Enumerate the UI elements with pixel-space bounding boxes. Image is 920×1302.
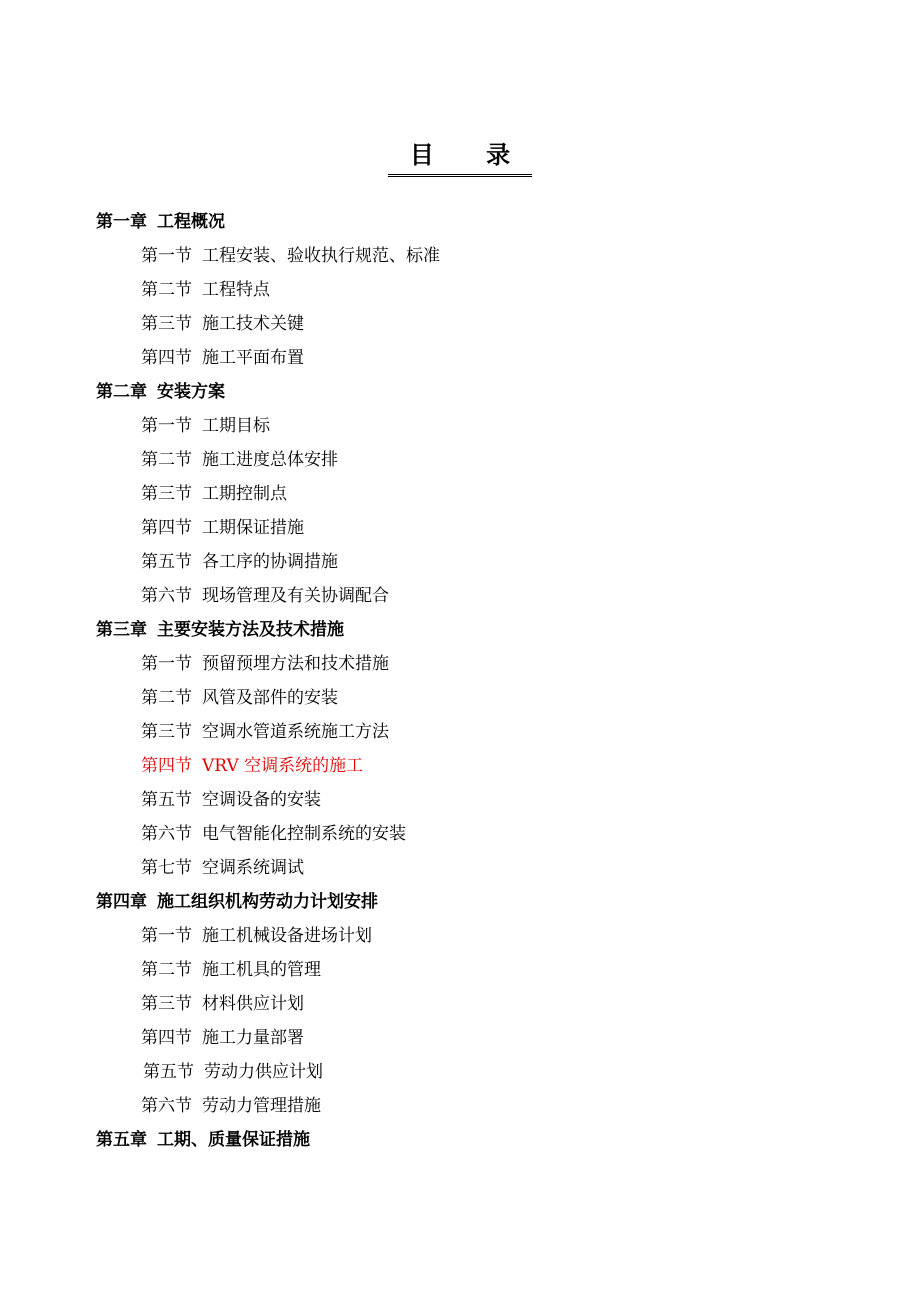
section-number: 第六节 [141, 824, 192, 844]
section-title: 电气智能化控制系统的安装 [202, 824, 406, 844]
toc-section-entry[interactable] [0, 511, 920, 545]
toc-chapter-entry[interactable] [0, 885, 920, 919]
section-number: 第一节 [141, 246, 192, 266]
section-title: 施工机具的管理 [202, 960, 321, 980]
section-number: 第三节 [141, 314, 192, 334]
toc-section-entry[interactable] [0, 341, 920, 375]
toc-section-entry[interactable] [0, 783, 920, 817]
toc-section-entry[interactable] [0, 817, 920, 851]
section-number: 第三节 [141, 722, 192, 742]
section-title: 施工机械设备进场计划 [202, 926, 372, 946]
chapter-number: 第二章 [96, 382, 147, 402]
section-title: 工期目标 [202, 416, 270, 436]
chapter-title: 工程概况 [157, 212, 225, 232]
section-title: 材料供应计划 [202, 994, 304, 1014]
page-title-text: 目 录 [388, 137, 532, 177]
chapter-number: 第一章 [96, 212, 147, 232]
chapter-title: 安装方案 [157, 382, 225, 402]
section-title: 工期控制点 [202, 484, 287, 504]
toc-section-entry[interactable] [0, 647, 920, 681]
toc-section-entry[interactable] [0, 681, 920, 715]
toc-section-entry[interactable] [0, 1089, 920, 1123]
section-title: 劳动力管理措施 [202, 1096, 321, 1116]
section-number: 第五节 [143, 1062, 194, 1082]
toc-chapter-entry[interactable] [0, 613, 920, 647]
section-title: 施工进度总体安排 [202, 450, 338, 470]
toc-section-entry[interactable] [0, 715, 920, 749]
toc-section-entry[interactable] [0, 851, 920, 885]
section-title: 风管及部件的安装 [202, 688, 338, 708]
section-number: 第三节 [141, 484, 192, 504]
chapter-number: 第四章 [96, 892, 147, 912]
section-number: 第六节 [141, 586, 192, 606]
toc-section-entry[interactable] [0, 443, 920, 477]
section-number: 第七节 [141, 858, 192, 878]
section-title: 现场管理及有关协调配合 [202, 586, 389, 606]
chapter-number: 第五章 [96, 1130, 147, 1150]
toc-section-entry[interactable] [0, 307, 920, 341]
section-number: 第二节 [141, 960, 192, 980]
toc-section-entry[interactable] [0, 919, 920, 953]
toc-section-entry[interactable] [0, 545, 920, 579]
section-title: 施工技术关键 [202, 314, 304, 334]
section-number: 第四节 [141, 348, 192, 368]
section-title: 施工平面布置 [202, 348, 304, 368]
chapter-title: 施工组织机构劳动力计划安排 [157, 892, 378, 912]
section-number: 第一节 [141, 654, 192, 674]
toc-chapter-entry[interactable] [0, 205, 920, 239]
section-title: 工程特点 [202, 280, 270, 300]
toc-section-entry[interactable] [0, 987, 920, 1021]
section-number: 第二节 [141, 688, 192, 708]
section-title: 施工力量部署 [202, 1028, 304, 1048]
section-number: 第五节 [141, 790, 192, 810]
page-title [0, 137, 920, 177]
section-title: 空调水管道系统施工方法 [202, 722, 389, 742]
toc-section-entry[interactable] [0, 1055, 920, 1089]
chapter-title: 工期、质量保证措施 [157, 1130, 310, 1150]
table-of-contents [0, 205, 920, 1157]
section-title: 空调设备的安装 [202, 790, 321, 810]
toc-section-entry[interactable] [0, 579, 920, 613]
toc-section-entry[interactable] [0, 953, 920, 987]
section-title: VRV 空调系统的施工 [202, 756, 364, 776]
section-number: 第三节 [141, 994, 192, 1014]
toc-section-entry[interactable] [0, 749, 920, 783]
section-number: 第一节 [141, 416, 192, 436]
section-title: 工程安装、验收执行规范、标准 [202, 246, 440, 266]
section-number: 第四节 [141, 756, 192, 776]
toc-chapter-entry[interactable] [0, 1123, 920, 1157]
section-title: 劳动力供应计划 [204, 1062, 323, 1082]
section-number: 第六节 [141, 1096, 192, 1116]
chapter-title: 主要安装方法及技术措施 [157, 620, 344, 640]
section-number: 第二节 [141, 280, 192, 300]
section-number: 第五节 [141, 552, 192, 572]
toc-section-entry[interactable] [0, 273, 920, 307]
section-number: 第四节 [141, 1028, 192, 1048]
section-number: 第一节 [141, 926, 192, 946]
section-title: 预留预埋方法和技术措施 [202, 654, 389, 674]
section-number: 第二节 [141, 450, 192, 470]
toc-section-entry[interactable] [0, 409, 920, 443]
toc-chapter-entry[interactable] [0, 375, 920, 409]
toc-section-entry[interactable] [0, 477, 920, 511]
section-title: 各工序的协调措施 [202, 552, 338, 572]
chapter-number: 第三章 [96, 620, 147, 640]
section-title: 空调系统调试 [202, 858, 304, 878]
section-title: 工期保证措施 [202, 518, 304, 538]
section-number: 第四节 [141, 518, 192, 538]
toc-section-entry[interactable] [0, 1021, 920, 1055]
toc-section-entry[interactable] [0, 239, 920, 273]
